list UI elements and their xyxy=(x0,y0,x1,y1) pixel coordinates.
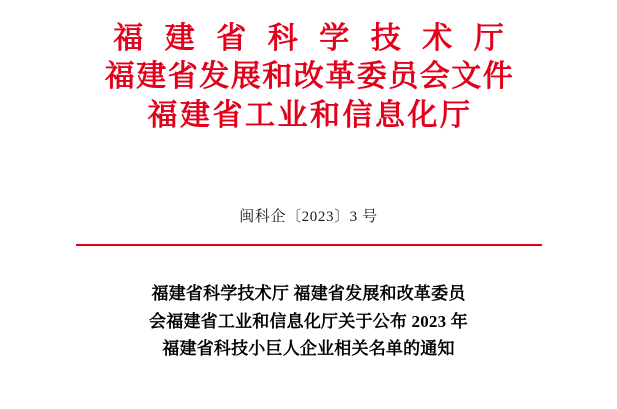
masthead xyxy=(0,0,617,135)
title-line-3: 福建省科技小巨人企业相关名单的通知 xyxy=(162,339,455,359)
title-line-2: 会福建省工业和信息化厅关于公布 2023 年 xyxy=(149,311,468,331)
masthead-line-2: 福建省发展和改革委员会文件 xyxy=(104,60,515,94)
masthead-line-1: 福 建 省 科 学 技 术 厅 xyxy=(113,22,511,55)
red-divider-rule xyxy=(76,244,542,246)
document-title xyxy=(109,280,509,363)
document-number: 闽科企〔2023〕3 号 xyxy=(239,209,378,226)
masthead-line-3: 福建省工业和信息化厅 xyxy=(147,98,473,132)
title-line-1: 福建省科学技术厅 福建省发展和改革委员 xyxy=(151,284,466,304)
